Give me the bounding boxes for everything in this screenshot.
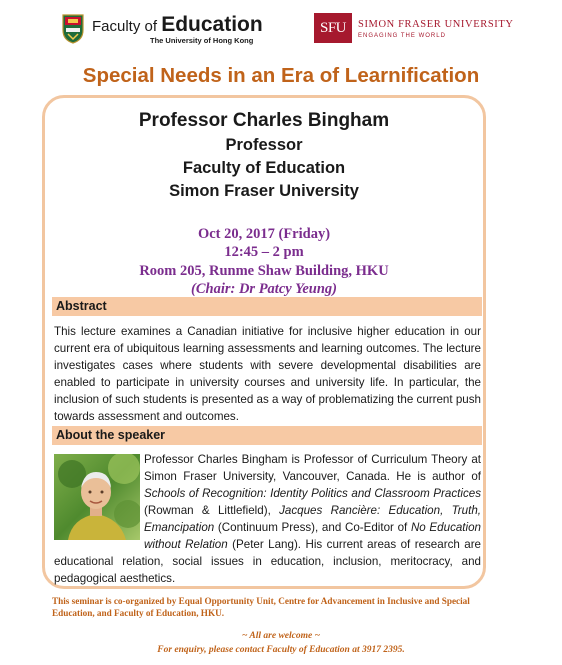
sfu-tagline: ENGAGING THE WORLD	[358, 33, 446, 39]
speaker-position: Professor	[225, 136, 303, 154]
speaker-university: Simon Fraser University	[169, 182, 359, 200]
abstract-heading: Abstract	[52, 297, 482, 316]
speaker-faculty: Faculty of Education	[182, 159, 346, 177]
sfu-logo	[314, 13, 514, 43]
hku-logo	[62, 14, 263, 45]
welcome-note: ~ All are welcome ~	[241, 631, 321, 641]
event-chair: (Chair: Dr Patcy Yeung)	[191, 281, 337, 297]
sfu-box-icon: SFU	[314, 13, 352, 43]
hku-university-name: The University of Hong Kong	[150, 36, 254, 45]
about-speaker-heading: About the speaker	[52, 426, 482, 445]
event-date: Oct 20, 2017 (Friday)	[197, 226, 331, 242]
event-room: Room 205, Runme Shaw Building, HKU	[139, 263, 389, 279]
hku-crest-icon	[62, 14, 84, 44]
sfu-name: SIMON FRASER UNIVERSITY	[358, 19, 514, 30]
coorganizer-note: This seminar is co-organized by Equal Opportunity Unit, Centre for Advancement in Inclusive and Special Education, and Faculty of Education, HKU.	[52, 596, 470, 618]
event-time: 12:45 – 2 pm	[224, 244, 304, 260]
abstract-text: This lecture examines a Canadian initiative for inclusive higher education in our current era of ubiquitous learning assessments and learning outcomes. The lecture investigates cases where students with severe developmental disabilities are enabled to participate in university courses and university life. In particular, the inclusion of such students is presented as a way of problematizing the current push towards assessment and outcomes.	[54, 325, 481, 423]
speaker-name: Professor Charles Bingham	[138, 110, 390, 131]
enquiry-note: For enquiry, please contact Faculty of Education at 3917 2395.	[157, 645, 405, 655]
hku-faculty-name: Faculty of Education	[92, 13, 263, 36]
seminar-title: Special Needs in an Era of Learnification	[82, 64, 480, 87]
speaker-bio: Professor Charles Bingham is Professor of Curriculum Theory at Simon Fraser University, Vancouver, Canada. He is author of Schools of Recognition: Identity Politics and Classroom Practices (Rowman & Littlefield), Jacques Rancière: Education, Truth, Emancipation (Continuum Press), and Co-Editor of No Education without Relation (Peter Lang). His current areas of research are educational relation, social issues in education, inclusion, meritocracy, and pedagogical aesthetics.	[54, 453, 482, 585]
